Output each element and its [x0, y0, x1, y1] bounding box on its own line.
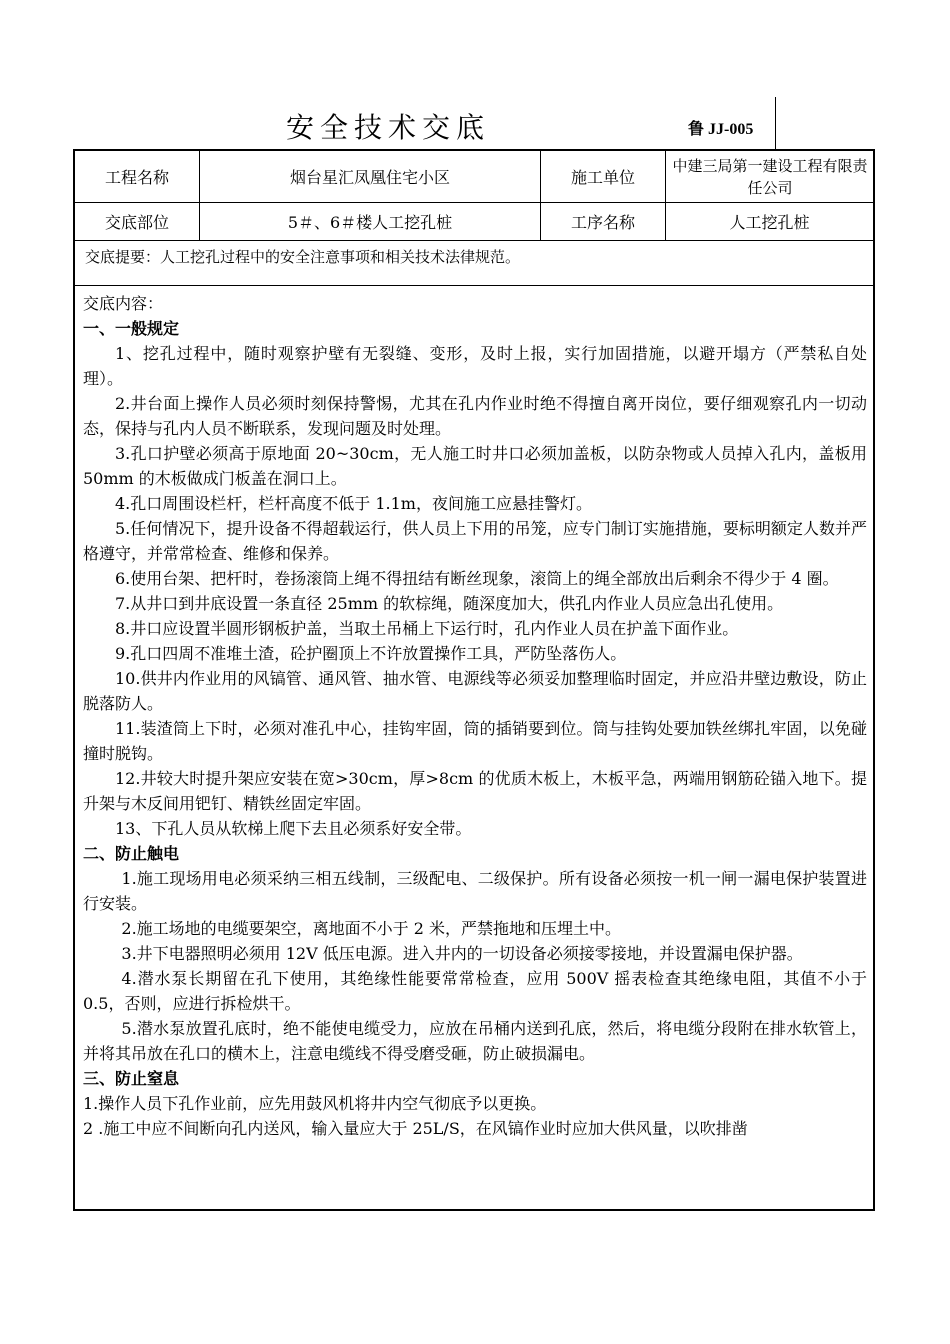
clause: 2.井台面上操作人员必须时刻保持警惕，尤其在孔内作业时绝不得擅自离开岗位，要仔细观察孔内一切动态，保持与孔内人员不断联系，发现问题及时处理。	[83, 394, 867, 438]
construction-unit-label: 施工单位	[570, 168, 635, 187]
project-name-value: 烟台星汇凤凰住宅小区	[289, 168, 450, 187]
clause: 4.孔口周围设栏杆，栏杆高度不低于 1.1m，夜间施工应悬挂警灯。	[115, 494, 592, 513]
clause: 11.装渣筒上下时，必须对准孔中心，挂钩牢固，筒的插销要到位。筒与挂钩处要加铁丝绑扎牢固，以免碰撞时脱钩。	[83, 719, 867, 763]
part-value: 5＃、6＃楼人工挖孔桩	[287, 213, 453, 232]
process-label: 工序名称	[570, 213, 635, 232]
clause: 2 .施工中应不间断向孔内送风，输入量应大于 25L/S，在风镐作业时应加大供风量，以吹排凿	[83, 1119, 748, 1138]
clause: 12.井较大时提升架应安装在宽>30cm，厚>8cm 的优质木板上，木板平急，两端用钢筋砼锚入地下。提升架与木反间用钯钉、精铁丝固定牢固。	[83, 769, 867, 813]
header-divider	[775, 97, 776, 149]
part-label: 交底部位	[104, 213, 169, 232]
clause: 5.潜水泵放置孔底时，绝不能使电缆受力，应放在吊桶内送到孔底，然后，将电缆分段附在排水软管上，并将其吊放在孔口的横木上，注意电缆线不得受磨受砸，防止破损漏电。	[83, 1019, 867, 1063]
disclosure-content	[83, 291, 867, 1141]
disclosure-summary: 交底提要：人工挖孔过程中的安全注意事项和相关技术法律规范。	[85, 248, 521, 266]
project-name-label: 工程名称	[104, 168, 169, 187]
section-heading: 三、防止窒息	[83, 1069, 180, 1088]
clause: 13、下孔人员从软梯上爬下去且必须系好安全带。	[115, 819, 472, 838]
clause: 1、挖孔过程中，随时观察护壁有无裂缝、变形，及时上报，实行加固措施，以避开塌方（严禁私自处理）。	[83, 344, 867, 388]
content-label: 交底内容：	[83, 294, 164, 313]
clause: 5.任何情况下，提升设备不得超载运行，供人员上下用的吊笼，应专门制订实施措施，要标明额定人数并严格遵守，并常常检查、维修和保养。	[83, 519, 867, 563]
clause: 7.从井口到井底设置一条直径 25mm 的软棕绳，随深度加大，供孔内作业人员应急出孔使用。	[115, 594, 784, 613]
section-heading: 一、一般规定	[83, 319, 180, 338]
construction-unit-value: 中建三局第一建设工程有限责任公司	[672, 156, 868, 197]
clause: 6.使用台架、把杆时，卷扬滚筒上绳不得扭结有断丝现象，滚筒上的绳全部放出后剩余不得少于 4 圈。	[115, 569, 839, 588]
process-value: 人工挖孔桩	[729, 213, 810, 232]
clause: 9.孔口四周不准堆土渣，砼护圈顶上不许放置操作工具，严防坠落伤人。	[115, 644, 627, 663]
row-divider	[75, 240, 873, 241]
section-heading: 二、防止触电	[83, 844, 180, 863]
clause: 3.井下电器照明必须用 12V 低压电源。进入井内的一切设备必须接零接地，并设置漏电保护器。	[121, 944, 803, 963]
clause: 3.孔口护壁必须高于原地面 20~30cm，无人施工时井口必须加盖板，以防杂物或人员掉入孔内，盖板用 50mm 的木板做成门板盖在洞口上。	[83, 444, 867, 488]
document-code: 鲁 JJ-005	[688, 121, 754, 138]
clause: 4.潜水泵长期留在孔下使用，其绝缘性能要常常检查，应用 500V 摇表检查其绝缘电阻，其值不小于 0.5，否则，应进行拆检烘干。	[83, 969, 867, 1013]
disclosure-table	[73, 149, 875, 1211]
clause: 10.供井内作业用的风镐管、通风管、抽水管、电源线等必须妥加整理临时固定，并应沿井壁边敷设，防止脱落防人。	[83, 669, 867, 713]
row-divider	[75, 285, 873, 286]
document-title: 安全技术交底	[286, 111, 491, 144]
clause: 8.井口应设置半圆形钢板护盖，当取土吊桶上下运行时，孔内作业人员在护盖下面作业。	[115, 619, 739, 638]
clause: 1.操作人员下孔作业前，应先用鼓风机将井内空气彻底予以更换。	[83, 1094, 547, 1113]
clause: 1.施工现场用电必须采纳三相五线制，三级配电、二级保护。所有设备必须按一机一闸一漏电保护装置进行安装。	[83, 869, 867, 913]
clause: 2.施工场地的电缆要架空，离地面不小于 2 米，严禁拖地和压埋土中。	[121, 919, 622, 938]
